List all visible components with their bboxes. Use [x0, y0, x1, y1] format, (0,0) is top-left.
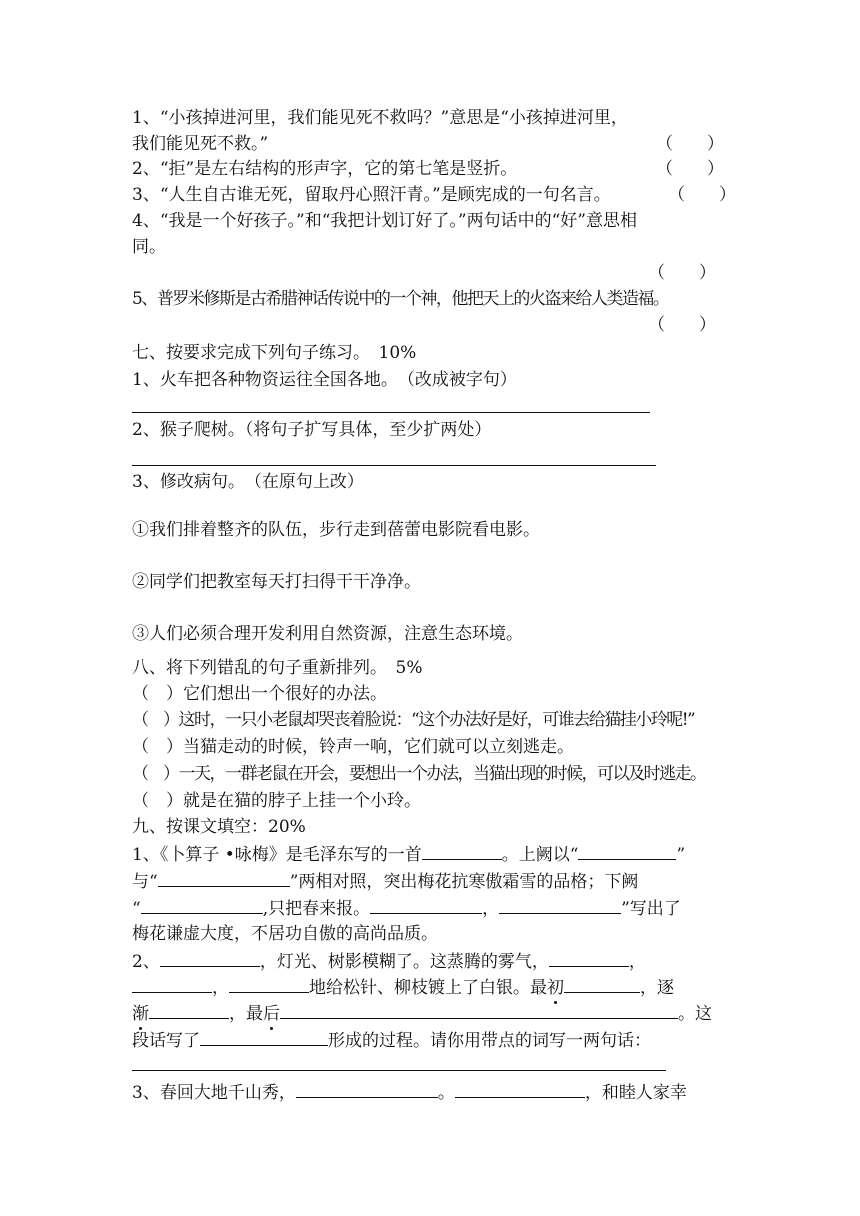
judge-q3-answer-paren[interactable]: （ ）	[668, 185, 736, 205]
blank[interactable]	[296, 1080, 438, 1098]
judge-q4-line1: 4、“我是一个好孩子。”和“我把计划订好了。”两句话中的“好”意思相	[132, 211, 637, 231]
section8-title: 八、将下列错乱的句子重新排列。 5%	[132, 658, 423, 678]
blank[interactable]	[132, 975, 212, 993]
fill-q1-line4: 梅花谦虚大度，不居功自傲的高尚品质。	[132, 924, 438, 944]
fill-q2-line4: 段话写了 形成的过程。请你用带点的词写一两句话：	[132, 1028, 651, 1052]
section7-q1-answer-line[interactable]	[132, 412, 650, 413]
reorder-bracket[interactable]: （ ）	[132, 764, 179, 784]
section7-q2: 2、猴子爬树。（将句子扩写具体，至少扩两处）	[132, 420, 492, 440]
blank[interactable]	[229, 975, 309, 993]
section7-q3-sentence1: ①我们排着整齐的队伍，步行走到蓓蕾电影院看电影。	[132, 520, 540, 540]
reorder-bracket[interactable]: （ ）	[132, 791, 183, 811]
judge-q1-line1: 1、“小孩掉进河里，我们能见死不救吗？”意思是“小孩掉进河里，	[132, 108, 628, 128]
reorder-bracket[interactable]: （ ）	[132, 684, 183, 704]
blank[interactable]	[160, 949, 260, 967]
reorder-text: 它们想出一个很好的办法。	[183, 684, 387, 704]
fill-q2-line1: 2、 ，灯光、树影模糊了。这蒸腾的雾气， ，	[132, 949, 646, 973]
reorder-text: 就是在猫的脖子上挂一个小玲。	[183, 791, 421, 811]
fill-q2-line2: ， 地给松针、柳枝镀上了白银。最初 ，逐	[132, 975, 674, 999]
section7-q3-sentence3: ③人们必须合理开发利用自然资源，注意生态环境。	[132, 624, 523, 644]
blank[interactable]	[158, 869, 290, 887]
fill-q1-line1: 1、《卜算子 •咏梅》是毛泽东写的一首 。上阙以“ ”	[132, 842, 685, 866]
blank[interactable]	[141, 896, 263, 914]
section7-q1: 1、火车把各种物资运往全国各地。 （改成被字句）	[132, 370, 517, 390]
blank[interactable]	[370, 896, 482, 914]
blank[interactable]	[549, 949, 629, 967]
judge-q1-line2: 我们能见死不救。”	[132, 134, 269, 154]
judge-q4-line2: 同。	[132, 237, 166, 257]
reorder-bracket[interactable]: （ ）	[132, 710, 179, 730]
reorder-bracket[interactable]: （ ）	[132, 737, 183, 757]
blank[interactable]	[564, 975, 640, 993]
blank[interactable]	[578, 842, 676, 860]
judge-q5: 5、普罗米修斯是古希腊神话传说中的一个神，他把天上的火盗来给人类造福。	[132, 289, 669, 309]
reorder-item	[132, 762, 706, 786]
fill-q2-line3: 渐 ，最后 。这	[132, 1001, 712, 1025]
blank[interactable]	[422, 842, 502, 860]
blank[interactable]	[499, 896, 621, 914]
section7-title: 七、按要求完成下列句子练习。 10%	[132, 343, 417, 363]
reorder-item	[132, 708, 694, 732]
fill-q1-line3: “ ,只把春来报。 ， ”写出了	[132, 896, 681, 920]
reorder-text: 当猫走动的时候，铃声一响，它们就可以立刻逃走。	[183, 737, 574, 757]
fill-q1-line2: 与“ ”两相对照，突出梅花抗寒傲霜雪的品格；下阙	[132, 869, 638, 893]
judge-q3: 3、“人生自古谁无死，留取丹心照汗青。”是顾宪成的一句名言。	[132, 185, 611, 205]
section7-q3-sentence2: ②同学们把教室每天打扫得干干净净。	[132, 572, 421, 592]
blank[interactable]	[149, 1001, 229, 1019]
judge-q1-answer-paren[interactable]: （ ）	[656, 134, 724, 154]
reorder-text: 这时，一只小老鼠却哭丧着脸说：“这个办法好是好，可谁去给猫挂小玲呢!”	[178, 710, 695, 730]
dotted-word: 渐	[132, 1004, 149, 1024]
dotted-word: 后	[263, 1004, 280, 1024]
fill-q3-line1: 3、春回大地千山秀， 。 ，和睦人家幸	[132, 1080, 687, 1104]
judge-q2-answer-paren[interactable]: （ ）	[656, 159, 724, 179]
reorder-item	[132, 789, 421, 813]
dotted-word: 初	[547, 978, 564, 998]
section7-q3: 3、修改病句。 （在原句上改）	[132, 472, 364, 492]
reorder-text: 一天，一群老鼠在开会，要想出一个办法，当猫出现的时候，可以及时逃走。	[178, 764, 706, 784]
fill-q2-answer-line[interactable]	[132, 1070, 666, 1071]
judge-q5-answer-paren[interactable]: （ ）	[648, 315, 716, 335]
judge-q4-answer-paren[interactable]: （ ）	[648, 263, 716, 283]
section9-title: 九、按课文填空：20%	[132, 817, 306, 837]
judge-q2: 2、“拒”是左右结构的形声字，它的第七笔是竖折。	[132, 159, 518, 179]
blank[interactable]	[200, 1028, 328, 1046]
reorder-item	[132, 682, 387, 706]
reorder-item	[132, 735, 574, 759]
blank[interactable]	[280, 1001, 678, 1019]
section7-q2-answer-line[interactable]	[132, 465, 656, 466]
blank[interactable]	[455, 1080, 585, 1098]
